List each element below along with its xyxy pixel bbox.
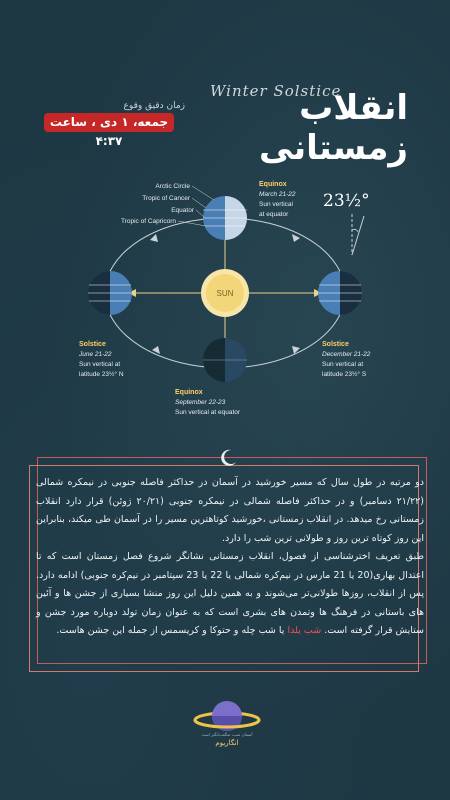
equinox-september-date: September 22-23 [175,399,226,406]
equinox-march-title: Equinox [259,181,287,188]
orbit-arrow [292,346,300,354]
article-body [36,474,424,641]
orbit-arrow [150,234,158,242]
paragraph-2 [36,548,424,641]
solstice-june-date: June 21-22 [79,351,112,358]
equinox-march-desc: at equator [259,211,289,218]
solstice-diagram [0,160,450,430]
solstice-december-title: Solstice [322,341,349,348]
date-badge: جمعه، ۱ دی ، ساعت ۴:۳۷ [44,113,174,132]
crescent-moon-icon [218,448,238,468]
circle-label: Tropic of Cancer [142,195,190,202]
time-label: زمان دقیق وقوع [123,101,185,111]
solstice-december-desc: latitude 23½° S [322,371,367,378]
solstice-june-title: Solstice [79,341,106,348]
logo-tagline: آسمان شب، شگفت‌انگیز است [201,732,253,737]
equinox-september-title: Equinox [175,389,203,396]
orbit-arrow [292,234,300,242]
solstice-december-desc: Sun vertical at [322,361,364,368]
page-title: انقلاب زمستانی [258,88,408,168]
planet-logo-icon [192,694,262,738]
solstice-june-desc: latitude 23½° N [79,371,124,378]
equinox-september-desc: Sun vertical at equator [175,409,241,416]
logo-name: انگاریوم [215,739,239,747]
circle-label: Arctic Circle [155,183,190,190]
circle-label: Equator [171,207,194,214]
circle-label: Tropic of Capricorn [120,218,176,225]
tilt-label: 23½° [323,191,370,211]
paragraph-1: دو مرتبه در طول سال که مسیر خورشید در آسمان در حداکثر فاصله جنوبی در نیمکره شمالی (۲۱/۲۲ دسامبر) و در حداکثر فاصله شمالی در نیمکره جنوبی (۲۰/۲۱ ژوئن) قرار دارد انقلاب زمستانی رخ میدهد. در انقلاب زمستانی ،خورشید کوتاهترین مسیر را در آسمان طی میکند، بنابراین این روز کوتاه ترین روز و طولانی ترین شب را دارد. [36,477,424,544]
paragraph-2-end: یا شب چله و حتوکا و کریسمس از جمله این جشن هاست. [56,625,285,636]
paragraph-2-text: طبق تعریف اخترشناسی از فصول، انقلاب زمستانی نشانگر شروع فصل زمستان است که تا اعتدال بهاری(20 یا 21 مارس در نیم‌کره شمالی یا 22 یا 23 سپتامبر در نیم‌کره جنوبی) ادامه دارد. پس از انقلاب، روزها طولانی‌تر می‌شوند و به همین دلیل این روز منشا بسیاری از جشن ها و آئین های باستانی در فرهنگ ها وتمدن های بشری است که به عنوان زمان تولد دوباره مورد جشن و ستایش قرار گرفته است. [36,551,425,636]
solstice-june-desc: Sun vertical at [79,361,121,368]
equinox-march-date: March 21-22 [259,191,296,198]
script-title: Winter Solstice [210,82,342,100]
sun-label: SUN [216,289,234,298]
equinox-march-desc: Sun vertical [259,201,293,208]
solstice-december-date: December 21-22 [322,351,371,358]
yalda-highlight: شب یلدا [287,625,322,636]
